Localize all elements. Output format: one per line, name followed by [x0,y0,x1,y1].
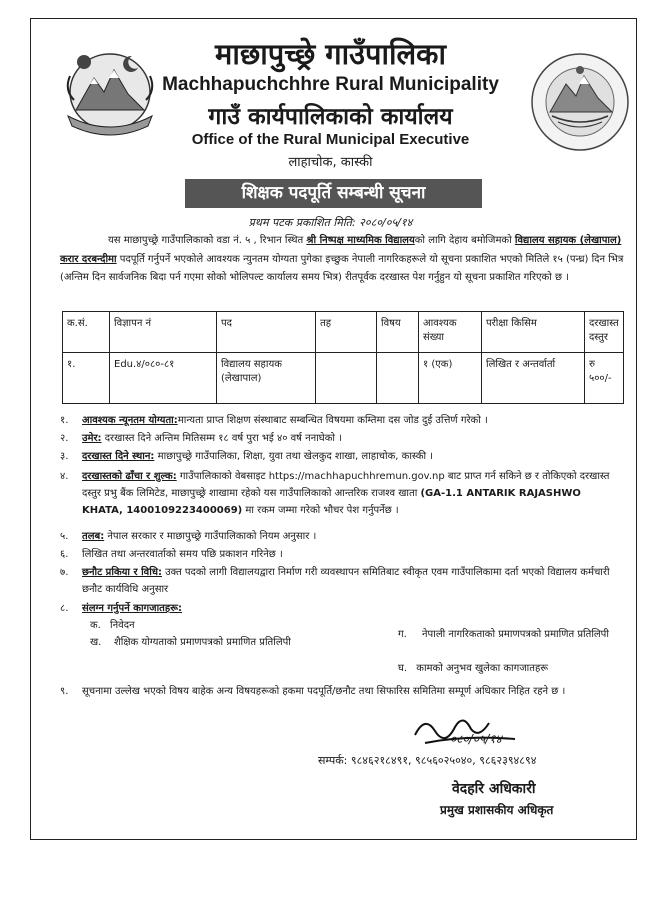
doc-number: क. [90,620,101,631]
cell-sn: १. [63,353,110,404]
col-subject: विषय [377,312,419,353]
item-label: दरखास्त दिने स्थान: [82,451,155,462]
officer-name: वेदहरि अधिकारी [452,781,536,797]
document-item [90,617,290,634]
cell-subject [377,353,419,404]
intro-paragraph [60,232,625,288]
document-item [398,660,618,677]
doc-number: घ. [398,663,408,674]
cell-post: विद्यालय सहायक (लेखापाल) [217,353,316,404]
office-address: लाहाचोक, कास्की [288,155,373,170]
item-number: ६. [60,549,69,560]
doc-text: नेपाली नागरिकताको प्रमाणपत्रको प्रमाणित प्रतिलिपी [422,629,609,640]
notice-title: शिक्षक पदपूर्ति सम्बन्धी सूचना [185,179,482,208]
col-level: तह [316,312,377,353]
cell-quantity: १ (एक) [419,353,482,404]
item-label: संलग्न गर्नुपर्ने कागजातहरू: [82,603,182,614]
item-text: नेपाल सरकार र माछापुच्छ्रे गाउँपालिकाको नियम अनुसार । [104,531,317,542]
doc-text: निवेदन [110,620,135,631]
intro-text-1: यस माछापुच्छ्रे गाउँपालिकाको वडा नं. ५ , रिभान स्थित [108,235,307,246]
item-text: सूचनामा उल्लेख भएको विषय बाहेक अन्य विषयहरूको हकमा पदपूर्ति/छनौट तथा सिफारिस समितिमा सम्पूर्ण अधिकार निहित रहने छ । [82,686,566,697]
item-label: उमेर: [82,433,102,444]
item-number: ९. [60,686,69,697]
item-number: २. [60,433,69,444]
item-text: माछापुच्छ्रे गाउँपालिका, शिक्षा, युवा तथा खेलकुद शाखा, लाहाचोक, कास्की । [154,451,434,462]
col-exam-type: परीक्षा किसिम [482,312,585,353]
item-text: दरखास्त दिने अन्तिम मितिसम्म १८ वर्ष पुरा भई ४० वर्ष ननाघेको । [101,433,342,444]
item-label: दरखास्तको ढाँचा र शुल्क: [82,471,177,482]
item-text: मा रकम जम्मा गरेको भौचर पेश गर्नुपर्नेछ । [242,505,399,516]
office-name-en: Office of the Rural Municipal Executive [191,131,470,148]
account-number: (GA-1.1 ANTARIK RAJASHWO KHATA, 1400109223400069) [82,488,581,516]
cell-exam-type: लिखित र अन्तर्वार्ता [482,353,585,404]
municipality-name-np: माछापुच्छ्रे गाउँपालिका [215,37,446,71]
item-label: आवश्यक न्यूनतम योग्यता: [82,415,178,426]
vacancy-table [62,311,624,404]
item-text: लिखित तथा अन्तरवार्ताको समय पछि प्रकाशन गरिनेछ । [82,549,283,560]
cell-fee: रु ५००/- [585,353,624,404]
contact-numbers: सम्पर्क: ९८४६२१८४९१, ९८५६०२५०४०, ९८६२३९४८९४ [318,754,537,767]
doc-text: शैक्षिक योग्यताको प्रमाणपत्रको प्रमाणित प्रतिलिपी [114,637,291,648]
item-number: १. [60,415,69,426]
intro-text-3: पदपूर्ति गर्नुपर्ने भएकोले आवश्यक न्युनतम योग्यता पुगेका इच्छुक नेपाली नागरिकहरूले यो सूचना प्रकाशित भएको मितिले १५ (पन्ध्र) दिन भित्र (अन्तिम दिन सार्वजनिक बिदा पर्न गएमा सोको भोलिपल्ट कार्यालय समय भित्र) रीतपूर्वक दरखास्त पेश गर्नुहुन यो सूचना प्रकाशित गरिएको छ । [60,253,624,283]
col-fee: दरखास्त दस्तुर [585,312,624,353]
intro-text-2: को लागि देहाय बमोजिमको [414,235,515,246]
col-sn: क.सं. [63,312,110,353]
item-label: छनौट प्रकिया र विधि: [82,567,162,578]
doc-number: ग. [398,629,407,640]
col-post: पद [217,312,316,353]
item-text: गाउँपालिकाको वेबसाइट https://machhapuchhremun.gov.np बाट प्राप्त गर्न सकिने छ र तोकिएको दरखास्त दस्तुर प्रभु बैंक लिमिटेड, माछापुच्छ्रे शाखामा रहेको यस गाउँपालिकाको आन्तरिक राजश्व खाता [82,471,610,499]
item-label: तलब: [82,531,105,542]
post-name: विद्यालय सहायक (लेखापाल) करार दरबन्दीमा [60,235,622,265]
doc-text: कामको अनुभव खुलेका कागजातहरू [416,663,549,674]
item-text: उक्त पदको लागी विद्यालयद्वारा निर्माण गरी व्यवस्थापन समितिबाट स्वीकृत एवम गाउँपालिकामा दर्ता भएको विद्यालय कर्मचारी छनौट कार्यविधि अनुसार [82,567,610,595]
doc-number: ख. [90,637,102,648]
item-number: ८. [60,603,69,614]
officer-title: प्रमुख प्रशासकीय अधिकृत [440,803,554,817]
table-header-row [63,312,624,353]
item-number: ४. [60,471,69,482]
school-name: श्री निष्पक्ष माध्यमिक विद्यालय [306,235,415,246]
cell-level [316,353,377,404]
signature-date: ०८०/०५/१४ [450,732,502,746]
item-text: मान्यता प्राप्त शिक्षण संस्थाबाट सम्बन्धित विषयमा कम्तिमा दस जोड दुई उत्तिर्ण गरेको । [177,415,488,426]
col-ad-no: विज्ञापन नं [110,312,217,353]
office-name-np: गाउँ कार्यपालिकाको कार्यालय [208,104,453,130]
item-number: ५. [60,531,69,542]
item-number: ३. [60,451,69,462]
cell-ad-no: Edu.४/०८०-८१ [110,353,217,404]
table-row [63,353,624,404]
publish-date: प्रथम पटक प्रकाशित मिति: २०८०/०५/१४ [248,216,413,229]
col-quantity: आवश्यक संख्या [419,312,482,353]
item-number: ७. [60,567,69,578]
municipality-name-en: Machhapuchchhre Rural Municipality [162,74,499,95]
